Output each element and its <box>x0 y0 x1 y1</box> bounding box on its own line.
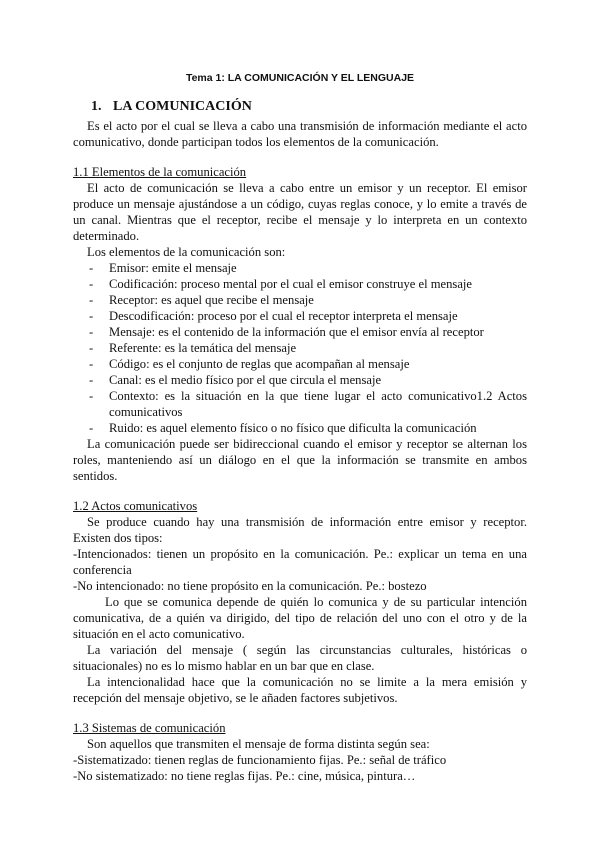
section-heading <box>73 98 527 116</box>
paragraph: Los elementos de la comunicación son: <box>87 245 286 259</box>
section-1-2 <box>73 498 527 706</box>
subsection-heading: 1.1 Elementos de la comunicación <box>73 165 247 179</box>
list-marker: - <box>89 341 94 355</box>
paragraph: El acto de comunicación se lleva a cabo entre un emisor y un receptor. El emisor produce un mensaje ajustándose a un código, cuyas reglas conoce, y lo emite a través de un canal. Mientras que el receptor, recibe el mensaje y lo interpreta en un contexto determinado. <box>73 181 527 243</box>
list-item-text: Descodificación: proceso por el cual el receptor interpreta el mensaje <box>109 309 458 323</box>
list-marker: - <box>89 389 94 403</box>
paragraph: La comunicación puede ser bidireccional cuando el emisor y receptor se alternan los roles, manteniendo así un diálogo en el que la información se transmite en ambos sentidos. <box>73 437 527 483</box>
paragraph: -Sistematizado: tienen reglas de funcionamiento fijas. Pe.: señal de tráfico <box>73 753 447 767</box>
list-marker: - <box>89 293 94 307</box>
paragraph: -No sistematizado: no tiene reglas fijas. Pe.: cine, música, pintura… <box>73 769 416 783</box>
list-item <box>73 260 527 276</box>
paragraph: Lo que se comunica depende de quién lo comunica y de su particular intención comunicativa, de a quién va dirigido, del tipo de relación del uno con el otro y de la situación en el acto comunicativo. <box>73 595 527 641</box>
paragraph: La variación del mensaje ( según las circunstancias culturales, históricas o situacionales) no es lo mismo hablar en un bar que en clase. <box>73 643 527 673</box>
list-marker: - <box>89 309 94 323</box>
list-item-text: Emisor: emite el mensaje <box>109 261 237 275</box>
list-item-text: Mensaje: es el contenido de la información que el emisor envía al receptor <box>109 325 484 339</box>
list-item-text: Receptor: es aquel que recibe el mensaje <box>109 293 314 307</box>
list-marker: - <box>89 357 94 371</box>
paragraph: Se produce cuando hay una transmisión de información entre emisor y receptor. Existen dos tipos: <box>73 515 527 545</box>
section-title: LA COMUNICACIÓN <box>113 99 252 114</box>
list-item-text: Referente: es la temática del mensaje <box>109 341 297 355</box>
list-item <box>73 324 527 340</box>
document-title: Tema 1: LA COMUNICACIÓN Y EL LENGUAJE <box>185 72 415 84</box>
list-marker: - <box>89 325 94 339</box>
list-item <box>73 276 527 292</box>
list-marker: - <box>89 373 94 387</box>
list-item-text: Contexto: es la situación en la que tiene lugar el acto comunicativo1.2 Actos comunicativos <box>109 389 527 419</box>
list-item <box>73 308 527 324</box>
list-item-text: Canal: es el medio físico por el que circula el mensaje <box>109 373 382 387</box>
list-item-text: Codificación: proceso mental por el cual el emisor construye el mensaje <box>109 277 472 291</box>
list-item <box>73 388 527 420</box>
section-1-1 <box>73 164 527 484</box>
list-item <box>73 292 527 308</box>
list-item <box>73 372 527 388</box>
paragraph: -Intencionados: tienen un propósito en la comunicación. Pe.: explicar un tema en una conferencia <box>73 547 527 577</box>
subsection-heading: 1.2 Actos comunicativos <box>73 499 198 513</box>
list-marker: - <box>89 277 94 291</box>
paragraph: Son aquellos que transmiten el mensaje de forma distinta según sea: <box>87 737 430 751</box>
list-marker: - <box>89 421 94 435</box>
paragraph: -No intencionado: no tiene propósito en la comunicación. Pe.: bostezo <box>73 579 427 593</box>
list-item <box>73 340 527 356</box>
section-number: 1. <box>91 99 102 114</box>
intro-paragraph: Es el acto por el cual se lleva a cabo una transmisión de información mediante el acto comunicativo, donde participan todos los elementos de la comunicación. <box>73 119 527 149</box>
paragraph: La intencionalidad hace que la comunicación no se limite a la mera emisión y recepción del mensaje objetivo, se le añaden factores subjetivos. <box>73 675 527 705</box>
elements-list <box>73 260 527 436</box>
subsection-heading: 1.3 Sistemas de comunicación <box>73 721 226 735</box>
list-item-text: Ruido: es aquel elemento físico o no físico que dificulta la comunicación <box>109 421 477 435</box>
list-item <box>73 356 527 372</box>
list-item <box>73 420 527 436</box>
list-item-text: Código: es el conjunto de reglas que acompañan al mensaje <box>109 357 410 371</box>
section-1-3 <box>73 720 527 784</box>
list-marker: - <box>89 261 94 275</box>
